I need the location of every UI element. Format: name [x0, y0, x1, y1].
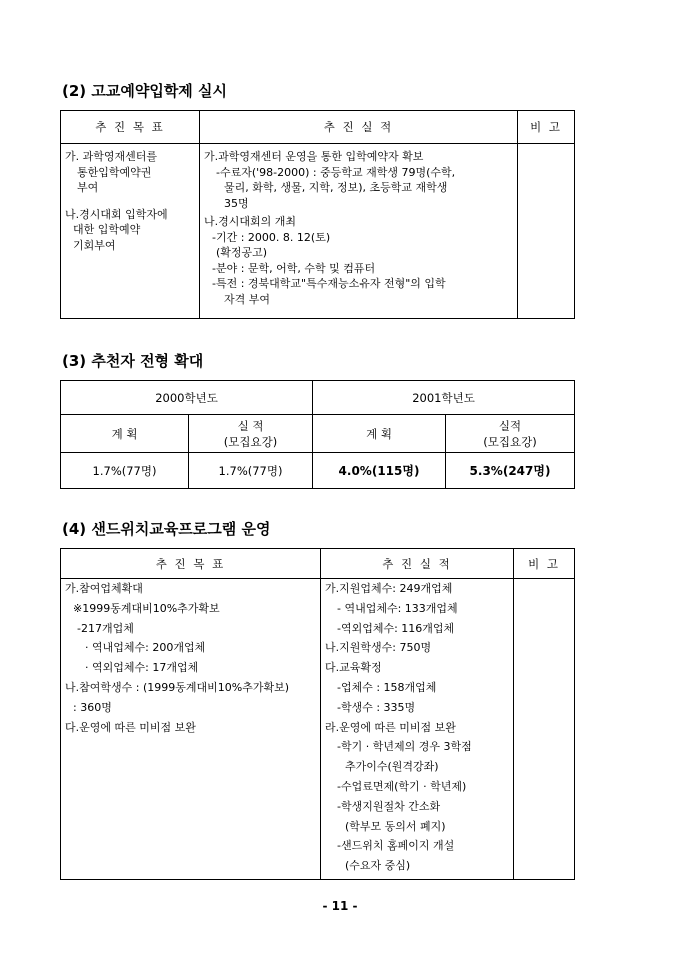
result-line: -역외업체수: 116개업체 [337, 621, 455, 635]
actual-label: 실적 [498, 418, 522, 433]
result-line: 자격 부여 [224, 292, 271, 306]
result-line: 다.교육확정 [325, 661, 382, 675]
actual-label: 실 적 [237, 418, 264, 433]
plan-value-2001: 4.0%(115명) [313, 453, 446, 489]
year-2000-header: 2000학년도 [61, 381, 313, 415]
result-cell [200, 144, 518, 319]
goal-line: · 역내업체수: 200개업체 [85, 641, 206, 655]
result-line: -특전 : 경북대학교"특수재능소유자 전형"의 입학 [212, 277, 446, 290]
result-line: 물리, 화학, 생물, 지학, 정보), 초등학교 재학생 [224, 181, 448, 194]
note-cell [518, 144, 575, 319]
result-line: 가.과학영재센터 운영을 통한 입학예약자 확보 [204, 150, 424, 163]
section-2-table [60, 110, 575, 319]
plan-label-2000: 계 획 [61, 415, 189, 453]
result-line: 추가이수(원격강좌) [345, 760, 439, 774]
result-cell [321, 579, 514, 880]
actual-value-2001: 5.3%(247명) [446, 453, 575, 489]
goal-line: ※1999동계대비10%추가확보 [73, 601, 220, 615]
result-line: -학생지원절차 간소화 [337, 799, 441, 813]
result-line: 35명 [224, 196, 249, 210]
actual-label-2000 [189, 415, 313, 453]
result-line: 라.운영에 따른 미비점 보완 [325, 720, 456, 734]
goal-line: -217개업체 [77, 621, 134, 635]
section-4-table [60, 548, 575, 880]
goal-cell [61, 579, 321, 880]
header-goal: 추 진 목 표 [61, 111, 200, 144]
actual-sub-label: (모집요강) [483, 434, 537, 449]
year-2001-header: 2001학년도 [313, 381, 575, 415]
section-2-title: (2) 고교예약입학제 실시 [62, 82, 228, 100]
goal-line: 가. 과학영재센터를 [65, 150, 158, 163]
header-result: 추 진 실 적 [200, 111, 518, 144]
actual-sub-label: (모집요강) [223, 434, 278, 449]
header-note: 비 고 [514, 549, 575, 579]
page-number: - 11 - [322, 899, 358, 913]
header-result: 추 진 실 적 [321, 549, 514, 579]
goal-line: · 역외업체수: 17개업체 [85, 661, 199, 675]
result-line: -수업료면제(학기 · 학년제) [337, 779, 467, 793]
goal-line: 부여 [77, 181, 99, 194]
goal-line: 통한입학예약권 [77, 165, 152, 179]
section-3-title: (3) 추천자 전형 확대 [62, 352, 204, 370]
result-line: -수료자('98-2000) : 중등학교 재학생 79명(수학, [216, 165, 456, 179]
result-line: -업체수 : 158개업체 [337, 680, 437, 694]
result-line: -기간 : 2000. 8. 12(토) [212, 230, 331, 244]
result-line: -분야 : 문학, 어학, 수학 및 컴퓨터 [212, 261, 376, 275]
header-goal: 추 진 목 표 [61, 549, 321, 579]
result-line: 나.지원학생수: 750명 [325, 641, 432, 655]
note-cell [514, 579, 575, 880]
goal-cell [61, 144, 200, 319]
result-line: (확정공고) [216, 246, 268, 259]
result-line: (수요자 중심) [345, 859, 411, 873]
goal-line: 대한 입학예약 [73, 223, 141, 236]
plan-label-2001: 계 획 [313, 415, 446, 453]
plan-value-2000: 1.7%(77명) [61, 453, 189, 489]
goal-line: 기회부여 [73, 238, 116, 252]
result-line: 나.경시대회의 개최 [204, 215, 297, 228]
result-line: -학기 · 학년제의 경우 3학점 [337, 740, 472, 754]
actual-label-2001 [446, 415, 575, 453]
goal-line: : 360명 [73, 700, 112, 714]
section-3-table [60, 380, 575, 489]
result-line: (학부모 동의서 폐지) [345, 819, 446, 833]
goal-line: 가.참여업체확대 [65, 582, 143, 595]
result-line: - 역내업체수: 133개업체 [337, 601, 458, 615]
result-line: -샌드위치 홈페이지 개설 [337, 839, 455, 853]
goal-line: 나.참여학생수 : (1999동계대비10%추가확보) [65, 680, 289, 694]
result-line: 가.지원업체수: 249개업체 [325, 582, 453, 595]
result-line: -학생수 : 335명 [337, 700, 416, 714]
goal-line: 나.경시대회 입학자에 [65, 207, 168, 221]
goal-line: 다.운영에 따른 미비점 보완 [65, 720, 196, 734]
section-4-title: (4) 샌드위치교육프로그램 운영 [62, 520, 271, 538]
actual-value-2000: 1.7%(77명) [189, 453, 313, 489]
header-note: 비 고 [518, 111, 575, 144]
